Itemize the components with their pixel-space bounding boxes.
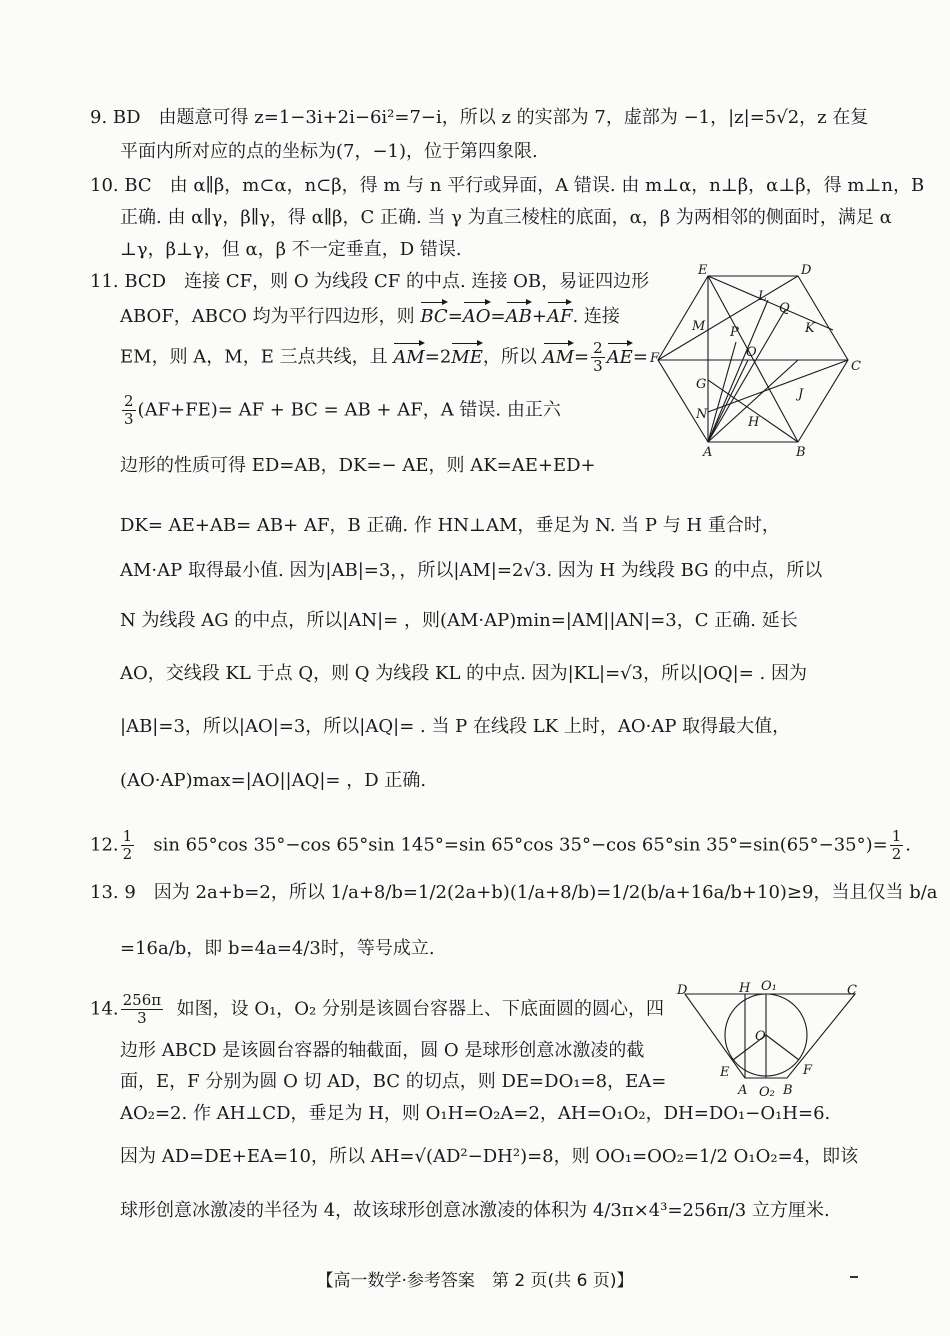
q11-text: AO，交线段 KL 于点 Q，则 Q 为线段 KL 的中点. 因为|KL|=√3，所以|OQ|= . 因为	[120, 663, 807, 684]
q11-text: ，所以	[482, 346, 543, 368]
label-L: L	[758, 289, 767, 304]
label-B: B	[783, 1083, 793, 1098]
q11-text: =	[447, 306, 463, 327]
q11-line-5	[120, 453, 596, 479]
label-B: B	[796, 445, 806, 460]
label-O2: O₂	[759, 1085, 775, 1100]
numerator: 256π	[122, 991, 162, 1009]
numerator: 1	[122, 827, 133, 845]
q12-line: 12. $\frac{1}{2}$ sin 65°cos 35°−cos 65°sin 145°=sin 65°cos 35°−cos 65°sin 35°=sin(65°−35°)= $\frac{1}{2}$ .	[90, 827, 912, 863]
vector-am: AM	[543, 341, 574, 371]
q13-line-2: =16a/b，即 b=4a=4/3时，等号成立.	[120, 938, 435, 959]
denominator: 2	[891, 845, 902, 863]
numerator: 2	[593, 339, 603, 357]
denominator: 3	[124, 410, 134, 428]
label-H: H	[739, 981, 751, 996]
label-C: C	[851, 359, 861, 374]
label-P: P	[730, 325, 739, 340]
vector-me: ME	[451, 341, 483, 371]
label-O: O	[746, 345, 757, 360]
q11-text: . 连接	[572, 306, 620, 327]
question-number: 14.	[90, 998, 119, 1020]
q14-line-4: AO₂=2. 作 AH⊥CD，垂足为 H，则 O₁H=O₂A=2，AH=O₁O₂，DH=DO₁−O₁H=6.	[120, 1103, 831, 1124]
label-F: F	[803, 1063, 813, 1078]
label-K: K	[805, 321, 815, 336]
q11-text: ABOF，ABCO 均为平行四边形，则	[120, 306, 421, 327]
label-A: A	[738, 1083, 748, 1098]
label-M: M	[692, 319, 706, 334]
footer-mark	[850, 1276, 858, 1278]
fraction	[591, 340, 605, 375]
frustum-figure	[675, 980, 865, 1100]
q12-text: sin 65°cos 35°−cos 65°sin 145°=sin 65°cos 35°−cos 65°sin 35°=sin(65°−35°)=	[153, 834, 888, 856]
vector-ab: AB	[506, 300, 532, 330]
q11-text: =2	[424, 346, 452, 368]
denominator: 3	[593, 357, 603, 375]
fraction	[890, 828, 904, 863]
q11-line-7: AM·AP 取得最小值. 因为|AB|=3，，所以|AM|=2√3. 因为 H 为线段 BG 的中点，所以	[120, 560, 823, 581]
q11-line-4	[120, 393, 561, 428]
q11-text: |AB|=3，所以|AO|=3，所以|AQ|= . 当 P 在线段 LK 上时，AO·AP 取得最大值，	[120, 716, 791, 737]
q11-line-11	[120, 768, 426, 794]
q11-text: (AO·AP)max=|AO||AQ|= ，D 正确.	[120, 770, 427, 791]
q14-line-3: 面，E，F 分别为圆 O 切 AD，BC 的切点，则 DE=DO₁=8，EA=	[120, 1071, 667, 1092]
q11-text: +	[531, 306, 547, 327]
q11-text: =	[574, 346, 590, 368]
numerator: 2	[124, 392, 134, 410]
fraction	[122, 393, 136, 428]
label-J: J	[798, 387, 804, 402]
q11-line-10	[120, 714, 790, 740]
q11-line-6	[120, 513, 780, 539]
answer-fraction	[121, 992, 164, 1027]
q14-text: 如图，设 O₁，O₂ 分别是该圆台容器上、下底面圆的圆心，四	[176, 998, 664, 1020]
label-F: F	[650, 351, 660, 366]
label-Q: Q	[779, 301, 790, 316]
q13-line-1: 13. 9 因为 2a+b=2，所以 1/a+8/b=1/2(2a+b)(1/a+8/b)=1/2(b/a+16a/b+10)≥9，当且仅当 b/a	[90, 882, 938, 903]
page-footer: 【高一数学·参考答案 第 2 页(共 6 页)】	[316, 1271, 634, 1291]
denominator: 2	[122, 845, 133, 863]
q11-text: (AF+FE)= AF + BC = AB + AF，A 错误. 由正六	[137, 399, 561, 421]
q11-text: 边形的性质可得 ED=AB，DK=− AE，则 AK=AE+ED+	[120, 455, 596, 476]
vector-ae: AE	[607, 341, 633, 371]
q11-line-9	[120, 661, 807, 687]
numerator: 1	[891, 827, 902, 845]
label-A: A	[703, 445, 713, 460]
label-C: C	[847, 983, 857, 998]
label-H: H	[748, 415, 760, 430]
label-G: G	[696, 377, 707, 392]
label-D: D	[677, 983, 688, 998]
vector-af: AF	[547, 300, 573, 330]
q10-line-1: 10. BC 由 α∥β，m⊂α，n⊂β，得 m 与 n 平行或异面，A 错误. 由 m⊥α，n⊥β，α⊥β，得 m⊥n，B	[90, 175, 925, 196]
q11-text: =	[632, 346, 648, 368]
vector-am: AM	[393, 341, 424, 371]
q11-text: EM，则 A，M，E 三点共线，且	[120, 346, 394, 368]
q9-line-2: 平面内所对应的点的坐标为(7，−1)，位于第四象限.	[120, 141, 538, 162]
q11-line-3	[120, 340, 648, 375]
q9-line-1: 9. BD 由题意可得 z=1−3i+2i−6i²=7−i，所以 z 的实部为 7，虚部为 −1，|z|=5√2，z 在复	[90, 107, 869, 128]
q11-line-8	[120, 608, 798, 634]
q11-line-1: 11. BCD 连接 CF，则 O 为线段 CF 的中点. 连接 OB，易证四边形	[90, 271, 650, 292]
vector-bc: BC	[420, 300, 447, 330]
q14-line-1	[90, 992, 664, 1027]
q10-line-2: 正确. 由 α∥γ，β∥γ，得 α∥β，C 正确. 当 γ 为直三棱柱的底面，α，β 为两相邻的侧面时，满足 α	[120, 207, 892, 228]
q14-line-5: 因为 AD=DE+EA=10，所以 AH=√(AD²−DH²)=8，则 OO₁=OO₂=1/2 O₁O₂=4，即该	[120, 1146, 859, 1167]
label-O1: O₁	[761, 980, 777, 994]
label-D: D	[801, 263, 812, 278]
q11-text: =	[490, 306, 506, 327]
label-N: N	[696, 407, 708, 422]
label-O: O	[755, 1029, 766, 1044]
q10-line-3: ⊥γ，β⊥γ，但 α，β 不一定垂直，D 错误.	[120, 239, 462, 260]
q14-line-2: 边形 ABCD 是该圆台容器的轴截面，圆 O 是球形创意冰激凌的截	[120, 1040, 645, 1061]
label-E: E	[720, 1065, 730, 1080]
denominator: 3	[137, 1009, 147, 1027]
q11-line-2	[120, 300, 620, 330]
label-E: E	[698, 263, 708, 278]
question-number: 12.	[90, 834, 119, 856]
vector-ao: AO	[463, 300, 491, 330]
q14-line-6: 球形创意冰激凌的半径为 4，故该球形创意冰激凌的体积为 4/3π×4³=256π/3 立方厘米.	[120, 1200, 830, 1221]
q11-text: DK= AE+AB= AB+ AF，B 正确. 作 HN⊥AM，垂足为 N. 当 P 与 H 重合时，	[120, 515, 780, 536]
answer-fraction	[121, 828, 135, 863]
q11-text: N 为线段 AG 的中点，所以|AN|= ，则(AM·AP)min=|AM||AN|=3，C 正确. 延长	[120, 610, 798, 631]
hexagon-figure	[648, 262, 863, 462]
